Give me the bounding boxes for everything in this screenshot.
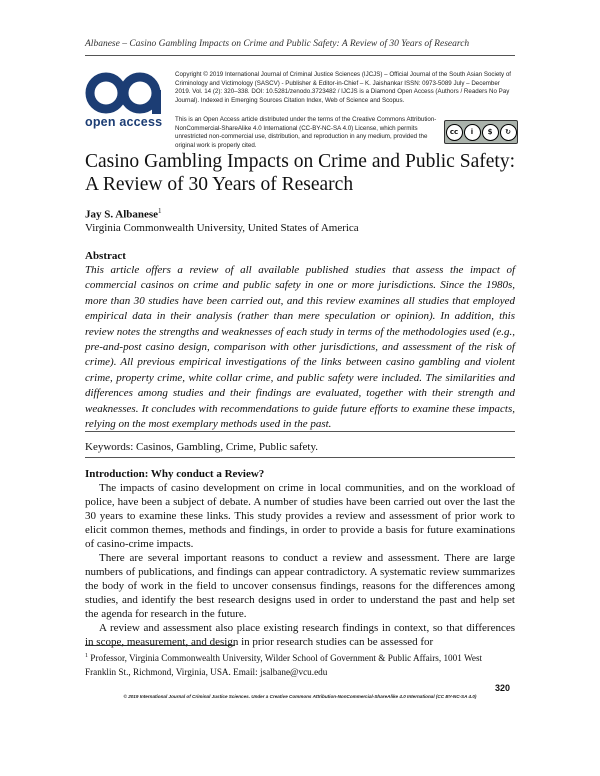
cc-icon: cc [446, 124, 463, 141]
license-notice: This is an Open Access article distributed under the terms of the Creative Commons Attribution-NonCommercial-ShareAlike 4.0 International (CC-BY-NC-SA 4.0) License, which permits unrestricted non-commercial use, distribution, and reproduction in any medium, provided the original work is properly cited. [175, 116, 437, 149]
header-rule [85, 55, 515, 56]
keywords: Keywords: Casinos, Gambling, Crime, Public safety. [85, 441, 319, 453]
attribution-icon: i [464, 124, 481, 141]
noncommercial-icon: $ [482, 124, 499, 141]
open-access-logo-icon [85, 72, 165, 114]
running-head: Albanese – Casino Gambling Impacts on Crime and Public Safety: A Review of 30 Years of Research [85, 39, 470, 49]
author-affiliation: Virginia Commonwealth University, United States of America [85, 222, 359, 234]
cc-license-badge [444, 120, 518, 144]
sharealike-icon: ↻ [500, 124, 517, 141]
footnote [85, 650, 515, 679]
abstract-rule-top [85, 431, 515, 432]
body-paragraph: There are several important reasons to conduct a review and assessment. There are large numbers of publications, and findings can appear contradictory. A systematic review summarizes the body of work in the field to uncover consensus findings, reasons for the differences among studies, and identify the best research designs used in order to understand the past and help set the agenda for research in the future. [85, 552, 515, 620]
article-title: Casino Gambling Impacts on Crime and Public Safety: A Review of 30 Years of Research [85, 151, 515, 195]
abstract-heading: Abstract [85, 250, 126, 262]
author-line [85, 207, 162, 221]
copyright-notice: Copyright © 2019 International Journal of Criminal Justice Sciences (IJCJS) – Official Journal of the South Asian Society of Criminology and Victimology (SASCV) - Publisher & Editor-in-Chief – K. Jaishankar ISSN: 0973-5089 July – December 2019. Vol. 14 (2): 320–338. DOI: 10.5281/zenodo.3723482 / IJCJS is a Diamond Open Access (Authors / Readers No Pay Journal). Indexed in Emerging Sources Citation Index, Web of Science and Scopus. [175, 71, 511, 104]
footnote-text: Professor, Virginia Commonwealth University, Wilder School of Government & Public Affairs, 1001 West Franklin St., Richmond, Virginia, USA. Email: jsalbane@vcu.edu [85, 653, 483, 677]
section-heading-introduction: Introduction: Why conduct a Review? [85, 468, 265, 480]
footnote-rule [85, 645, 235, 646]
open-access-logo [85, 72, 167, 129]
author-footnote-marker: 1 [158, 207, 162, 215]
abstract-rule-bottom [85, 457, 515, 458]
author-name: Jay S. Albanese [85, 208, 159, 221]
abstract-text: This article offers a review of all available published studies that assess the impact of commercial casinos on crime and public safety in one or more jurisdictions. Since the 1980s, more than 30 studies have been carried out, and this review examines all studies that employed empirical data in their analysis (rather than mere speculation or opinion). In addition, this review notes the strengths and weaknesses of each study in terms of the methodologies used (e.g., pre-and-post casino design, comparison with other jurisdictions, and assessment of the risk of crime). All previous empirical investigations of the links between casino gambling and violent crime, property crime, white collar crime, and public safety were included. The similarities and differences among studies and their findings are evaluated, together with their strength and weaknesses. It concludes with recommendations to guide future efforts to examine these impacts, relying on the most exemplary methods used in the past. [85, 264, 515, 431]
footnote-marker: 1 [85, 653, 88, 659]
footer-license: © 2019 International Journal of Criminal Justice Sciences. Under a Creative Commons Attribution-NonCommercial-ShareAlike 4.0 International (CC BY-NC-SA 4.0) [123, 694, 477, 699]
page-number: 320 [495, 683, 511, 693]
body-paragraph: A review and assessment also place existing research findings in context, so that differences in scope, measurement, and design in prior research studies can be assessed for [85, 622, 515, 648]
body-text [85, 481, 515, 649]
open-access-label: open access [85, 115, 163, 129]
body-paragraph: The impacts of casino development on crime in local communities, and on the workload of police, have been a subject of debate. A number of studies have been carried out over the last the 30 years to examine these links. This study provides a review and assessment of prior work to elicit common themes, methods and findings, in order to provide a basis for future examinations of casino-crime impacts. [85, 482, 515, 550]
